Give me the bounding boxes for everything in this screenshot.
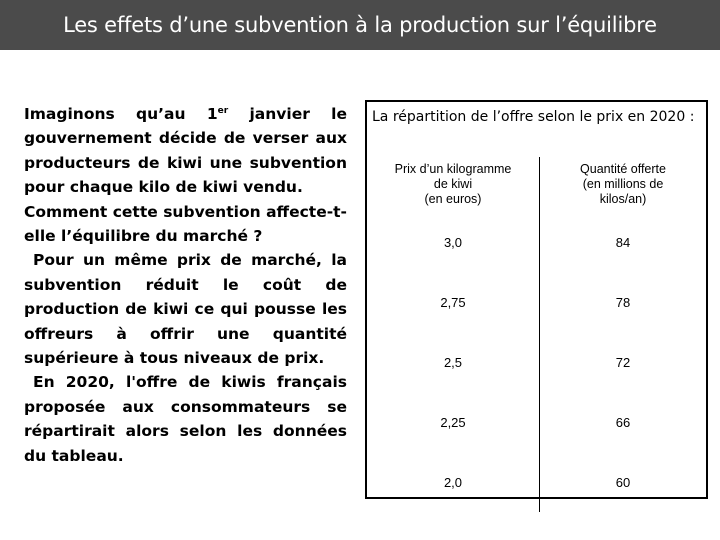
supply-table: [367, 157, 706, 512]
quantity-cell: 72: [540, 332, 707, 392]
price-cell: 2,75: [440, 294, 466, 310]
header-line: de kiwi: [433, 177, 473, 191]
paragraph-intro-start: Imaginons qu’au 1: [24, 105, 218, 123]
column-header-quantity: [540, 157, 707, 212]
price-cell: 3,0: [443, 234, 463, 250]
table-row: [367, 332, 706, 392]
page-title: Les effets d’une subvention à la production sur l’équilibre: [63, 13, 657, 37]
supply-table-panel: [365, 100, 708, 499]
price-cell: 2,5: [443, 354, 463, 370]
table-row: [367, 452, 706, 512]
ordinal-superscript: er: [217, 106, 229, 116]
header-line: (en euros): [424, 192, 482, 206]
paragraph-explanation: Pour un même prix de marché, la subvention réduit le coût de production de kiwi ce qui pousse les offreurs à offrir une quantité supérieure à tous niveaux de prix.: [24, 251, 347, 368]
title-bar: [0, 0, 720, 50]
quantity-cell: 84: [540, 212, 707, 272]
quantity-cell: 66: [540, 392, 707, 452]
body-text: [24, 102, 347, 468]
quantity-cell: 60: [540, 452, 707, 512]
table-row: [367, 212, 706, 272]
paragraph-question: Comment cette subvention affecte-t-elle l’équilibre du marché ?: [24, 202, 347, 246]
header-line: (en millions de: [582, 177, 664, 191]
table-caption: La répartition de l’offre selon le prix en 2020 :: [372, 109, 695, 125]
price-cell: 2,25: [440, 414, 466, 430]
paragraph-data-intro: En 2020, l'offre de kiwis français proposée aux consommateurs se répartirait alors selon les données du tableau.: [24, 373, 347, 465]
column-header-price: [367, 157, 540, 212]
header-line: Quantité offerte: [580, 162, 666, 176]
header-line: kilos/an): [599, 192, 647, 206]
table-row: [367, 272, 706, 332]
price-cell: 2,0: [443, 474, 463, 490]
header-line: Prix d’un kilogramme: [394, 162, 512, 176]
table-header-row: [367, 157, 706, 212]
paragraph-intro-end: janvier le gouvernement décide de verser aux producteurs de kiwi une subvention pour chaque kilo de kiwi vendu.: [24, 105, 347, 197]
table-row: [367, 392, 706, 452]
quantity-cell: 78: [540, 272, 707, 332]
paragraph-intro: [24, 102, 347, 200]
